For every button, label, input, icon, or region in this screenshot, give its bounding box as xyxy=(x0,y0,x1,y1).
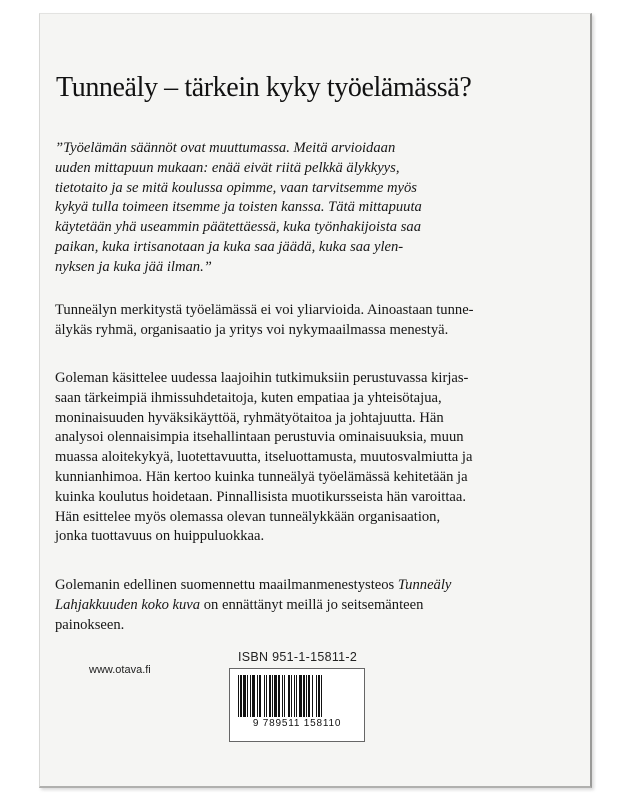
barcode xyxy=(229,668,365,742)
paragraph-line: analysoi olennaisimpia itsehallintaan perustuvia ominaisuuksia, muun xyxy=(55,429,464,446)
barcode-bar xyxy=(282,675,283,717)
paragraph-description xyxy=(55,369,560,547)
barcode-digits: 9 789511 158110 xyxy=(252,718,342,729)
quote-line: uuden mittapuun mukaan: enää eivät riitä pelkkä älykkyys, xyxy=(55,159,400,176)
paragraph-previous-book xyxy=(55,576,560,635)
barcode-bar xyxy=(291,675,292,717)
paragraph-line xyxy=(55,596,560,616)
paragraph-line: saan tärkeimpiä ihmissuhdetaitoja, kuten empatiaa ja yhteisötajua, xyxy=(55,389,442,406)
barcode-bar xyxy=(257,675,258,717)
paragraph-intro xyxy=(55,301,560,341)
barcode-bar xyxy=(316,675,317,717)
paragraph-line: jonka tuottavuus on huippuluokkaa. xyxy=(55,528,265,545)
barcode-bar xyxy=(308,675,310,717)
isbn-label: ISBN 951-1-15811-2 xyxy=(238,650,358,664)
barcode-bar xyxy=(247,675,248,717)
quote-line: paikan, kuka irtisanotaan ja kuka saa jäädä, kuka saa ylen- xyxy=(55,238,404,255)
barcode-bar xyxy=(266,675,267,717)
barcode-bar xyxy=(312,675,313,717)
paragraph-line: moninaisuuden hyväksikäyttöä, ryhmätyötaitoa ja johtajuutta. Hän xyxy=(55,409,444,426)
barcode-bar xyxy=(318,675,320,717)
barcode-bar xyxy=(269,675,271,717)
barcode-bar xyxy=(240,675,242,717)
barcode-bar xyxy=(299,675,302,717)
barcode-bar xyxy=(243,675,246,717)
barcode-bar xyxy=(259,675,261,717)
paragraph-line: muassa aloitekykyä, luotettavuutta, itseluottamusta, muutosvalmiutta ja xyxy=(55,449,473,466)
paragraph-line: Goleman käsittelee uudessa laajoihin tutkimuksiin perustuvassa kirjas- xyxy=(55,370,469,386)
paragraph-line: kunnianhimoa. Hän kertoo kuinka tunneälyä työelämässä kehitetään ja xyxy=(55,468,468,485)
paragraph-line: kuinka koulutus hoidetaan. Pinnallisista muotikursseista hän varoittaa. xyxy=(55,488,466,505)
paragraph-line: Hän esittelee myös olemassa olevan tunneälykkään organisaation, xyxy=(55,508,441,525)
book-title-italic: Tunneäly xyxy=(397,577,452,593)
barcode-bar xyxy=(306,675,307,717)
barcode-bar xyxy=(321,675,322,717)
quote-line: kykyä tulla toimeen itsemme ja toisten kanssa. Tätä mittapuuta xyxy=(55,199,422,216)
paragraph-line: älykäs ryhmä, organisaatio ja yritys voi nykymaailmassa menestyä. xyxy=(55,321,449,338)
book-subtitle-italic: Lahjakkuuden koko kuva xyxy=(55,596,201,613)
quote-line: ”Työelämän säännöt ovat muuttumassa. Meitä arvioidaan xyxy=(55,140,396,156)
quote-line: nyksen ja kuka jää ilman.” xyxy=(55,258,212,275)
barcode-bar xyxy=(284,675,285,717)
text-run: on ennättänyt meillä jo seitsemänteen xyxy=(200,596,424,613)
quote-line: tietotaito ja se mitä koulussa opimme, vaan tarvitsemme myös xyxy=(55,179,417,196)
quote-block xyxy=(55,139,560,278)
barcode-bar xyxy=(294,675,295,717)
barcode-bar xyxy=(278,675,280,717)
barcode-bar xyxy=(272,675,273,717)
barcode-bar xyxy=(274,675,277,717)
barcode-bar xyxy=(303,675,305,717)
quote-line: käytetään yhä useammin päätettäessä, kuka työnhakijoista saa xyxy=(55,219,421,236)
paragraph-line: painokseen. xyxy=(55,616,125,633)
barcode-bar xyxy=(252,675,255,717)
publisher-website: www.otava.fi xyxy=(89,664,151,676)
text-run: Golemanin edellinen suomennettu maailmanmenestysteos xyxy=(55,577,398,593)
barcode-bar xyxy=(238,675,239,717)
paragraph-line: Tunneälyn merkitystä työelämässä ei voi yliarvioida. Ainoastaan tunne- xyxy=(55,302,474,318)
book-title: Tunneäly – tärkein kyky työelämässä? xyxy=(56,72,472,103)
barcode-bar xyxy=(250,675,251,717)
barcode-bars xyxy=(236,675,358,719)
paragraph-line xyxy=(55,576,560,596)
barcode-bar xyxy=(264,675,265,717)
barcode-bar xyxy=(288,675,290,717)
barcode-bar xyxy=(296,675,297,717)
